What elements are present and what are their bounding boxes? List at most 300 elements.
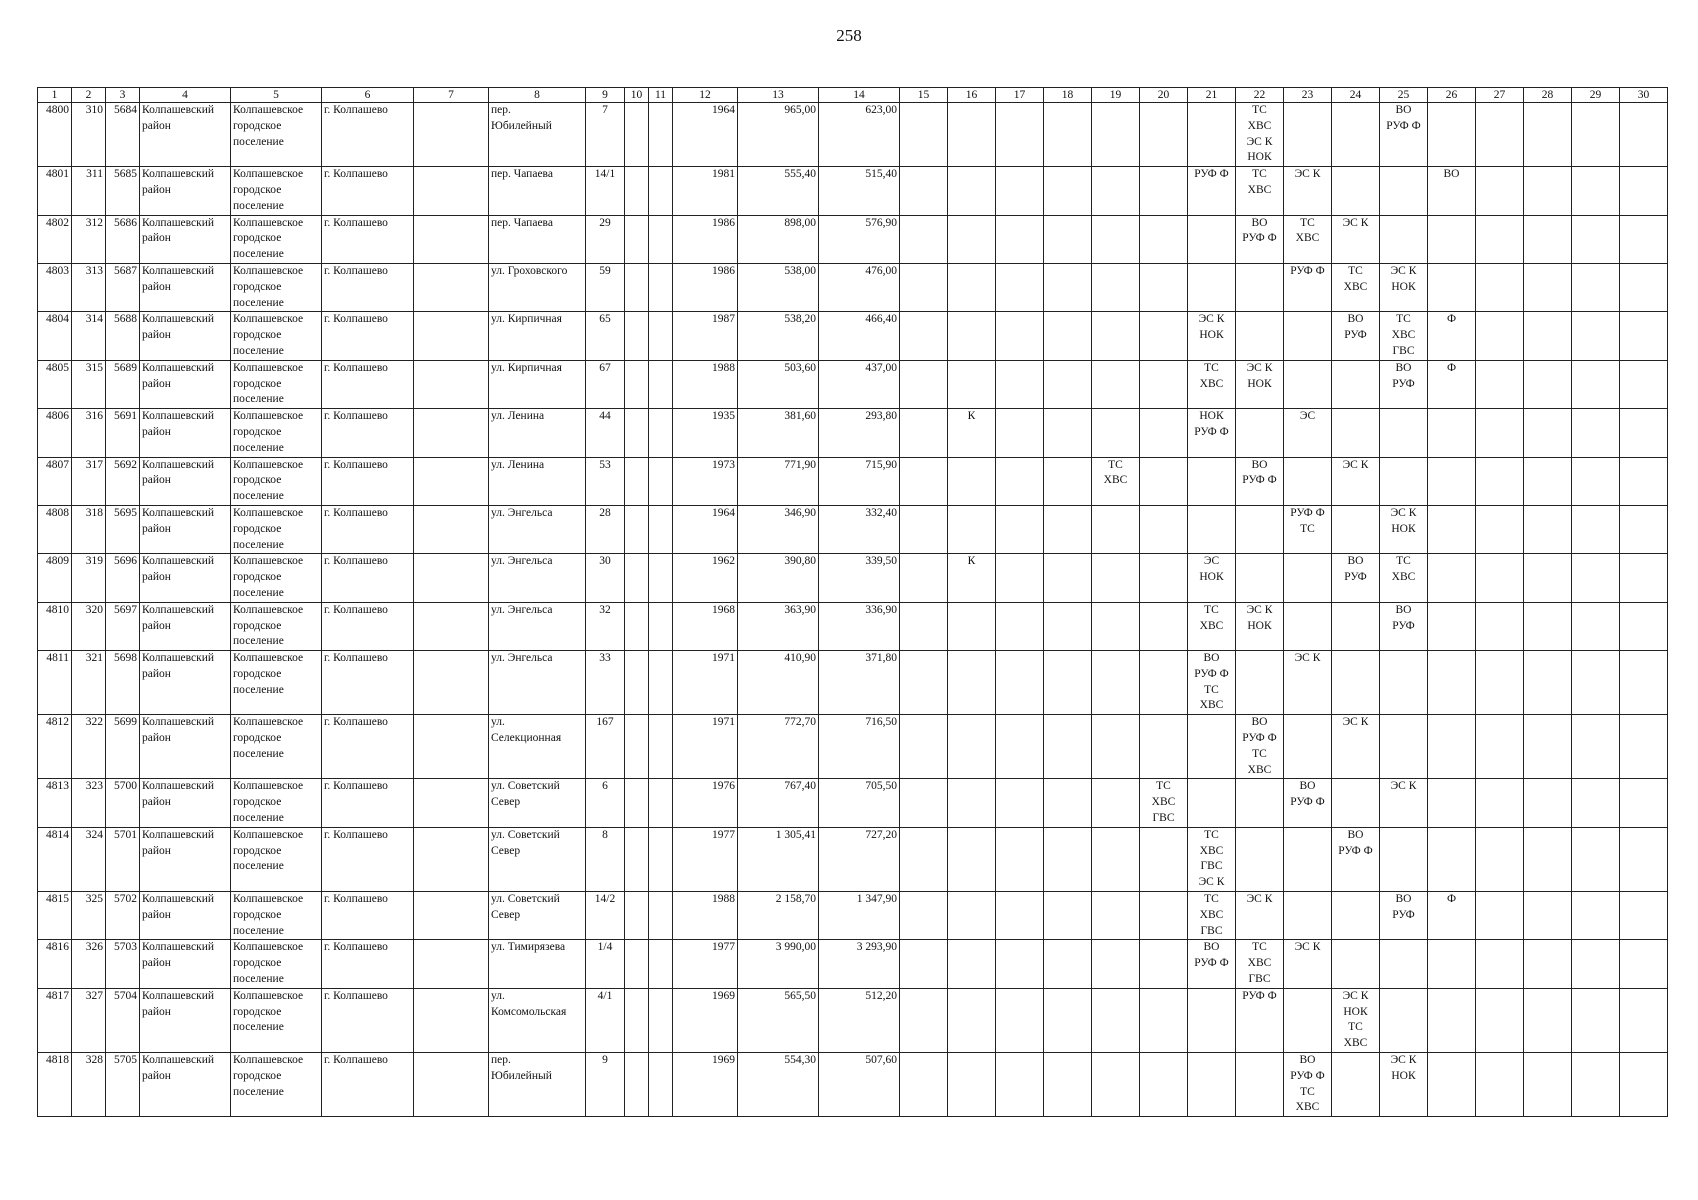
cell-area-living: 716,50 [819, 715, 900, 779]
column-header-3: 3 [106, 88, 140, 103]
cell-works-col-15 [900, 505, 948, 553]
cell-works-col-23-line: ТС [1300, 216, 1315, 229]
cell-number-2: 311 [72, 167, 106, 215]
table-row [38, 360, 1668, 408]
cell-area-living: 705,50 [819, 779, 900, 827]
cell-col-10 [625, 940, 649, 988]
cell-works-col-24 [1332, 103, 1380, 167]
cell-id: 5698 [106, 651, 140, 715]
cell-works-col-20-line: ХВС [1151, 796, 1176, 809]
cell-works-col-29 [1572, 892, 1620, 940]
table-row [38, 263, 1668, 311]
cell-works-col-20 [1140, 988, 1188, 1052]
cell-works-col-16 [948, 167, 996, 215]
cell-settlement-line: городское [233, 667, 282, 680]
cell-settlement [231, 457, 322, 505]
cell-district [140, 505, 231, 553]
cell-town: г. Колпашево [322, 215, 414, 263]
cell-works-col-25-line: ХВС [1391, 329, 1416, 342]
cell-works-col-22 [1236, 360, 1284, 408]
cell-works-col-24-line: ЭС К [1342, 989, 1369, 1002]
cell-works-col-26 [1428, 360, 1476, 408]
cell-works-col-21 [1188, 988, 1236, 1052]
cell-works-col-30 [1620, 457, 1668, 505]
cell-id: 5685 [106, 167, 140, 215]
cell-settlement-line: городское [233, 796, 282, 809]
cell-works-col-19 [1092, 457, 1140, 505]
cell-works-col-26 [1428, 457, 1476, 505]
cell-district-line: район [142, 183, 171, 196]
cell-works-col-29 [1572, 827, 1620, 891]
cell-works-col-30 [1620, 1053, 1668, 1117]
cell-year: 1976 [673, 779, 738, 827]
cell-number-2: 326 [72, 940, 106, 988]
cell-works-col-22-line: ХВС [1247, 183, 1272, 196]
cell-works-col-30 [1620, 892, 1668, 940]
cell-works-col-20 [1140, 505, 1188, 553]
cell-number-2: 321 [72, 651, 106, 715]
cell-year: 1973 [673, 457, 738, 505]
cell-works-col-16 [948, 602, 996, 650]
cell-works-col-29 [1572, 779, 1620, 827]
cell-street-line: Селекционная [491, 732, 562, 745]
table-row [38, 940, 1668, 988]
cell-works-col-21 [1188, 827, 1236, 891]
cell-works-col-19 [1092, 103, 1140, 167]
cell-works-col-22-line: ТС [1252, 747, 1267, 760]
cell-year: 1971 [673, 715, 738, 779]
cell-works-col-25-line: ВО [1395, 104, 1412, 116]
cell-works-col-26 [1428, 263, 1476, 311]
cell-works-col-20 [1140, 360, 1188, 408]
cell-number: 4808 [38, 505, 72, 553]
cell-settlement-line: городское [233, 329, 282, 342]
cell-number-2: 328 [72, 1053, 106, 1117]
cell-works-col-24 [1332, 457, 1380, 505]
column-header-30: 30 [1620, 88, 1668, 103]
cell-area-total: 1 305,41 [738, 827, 819, 891]
cell-col-10 [625, 263, 649, 311]
cell-number-2: 319 [72, 554, 106, 602]
cell-settlement [231, 103, 322, 167]
cell-town: г. Колпашево [322, 312, 414, 360]
cell-area-total: 538,00 [738, 263, 819, 311]
cell-settlement-line: Колпашевское [233, 828, 304, 841]
cell-area-total: 538,20 [738, 312, 819, 360]
cell-works-col-21 [1188, 167, 1236, 215]
cell-district-line: район [142, 280, 171, 293]
cell-works-col-18 [1044, 167, 1092, 215]
cell-street-line: пер. Чапаева [491, 216, 553, 229]
cell-settlement-line: городское [233, 474, 282, 487]
cell-year: 1987 [673, 312, 738, 360]
cell-street [489, 827, 586, 891]
cell-id: 5703 [106, 940, 140, 988]
cell-district [140, 779, 231, 827]
cell-works-col-30 [1620, 651, 1668, 715]
cell-works-col-17 [996, 988, 1044, 1052]
cell-col-7 [414, 554, 489, 602]
cell-number-2: 327 [72, 988, 106, 1052]
cell-works-col-25 [1380, 360, 1428, 408]
cell-district-line: район [142, 329, 171, 342]
cell-area-living: 507,60 [819, 1053, 900, 1117]
cell-settlement [231, 715, 322, 779]
cell-works-col-19 [1092, 505, 1140, 553]
cell-works-col-29 [1572, 167, 1620, 215]
cell-settlement [231, 505, 322, 553]
cell-works-col-21 [1188, 215, 1236, 263]
cell-col-11 [649, 988, 673, 1052]
cell-works-col-25-line: ВО [1395, 893, 1412, 906]
cell-settlement [231, 988, 322, 1052]
cell-number: 4806 [38, 409, 72, 457]
cell-house: 33 [586, 651, 625, 715]
cell-works-col-17 [996, 360, 1044, 408]
cell-works-col-29 [1572, 715, 1620, 779]
cell-number: 4816 [38, 940, 72, 988]
cell-works-col-26 [1428, 651, 1476, 715]
cell-works-col-25 [1380, 715, 1428, 779]
cell-town: г. Колпашево [322, 651, 414, 715]
cell-street-line: ул. Энгельса [491, 555, 553, 568]
cell-district-line: Колпашевский [142, 989, 215, 1002]
cell-settlement-line: поселение [233, 860, 284, 873]
cell-works-col-22 [1236, 715, 1284, 779]
cell-id: 5684 [106, 103, 140, 167]
cell-works-col-24 [1332, 360, 1380, 408]
cell-house: 8 [586, 827, 625, 891]
cell-town: г. Колпашево [322, 1053, 414, 1117]
cell-id: 5686 [106, 215, 140, 263]
table-row [38, 103, 1668, 167]
cell-works-col-18 [1044, 940, 1092, 988]
cell-district [140, 1053, 231, 1117]
cell-works-col-25 [1380, 103, 1428, 167]
cell-col-10 [625, 409, 649, 457]
table-row [38, 892, 1668, 940]
cell-works-col-25-line: ТС [1396, 555, 1411, 568]
cell-works-col-21-line: ВО [1203, 652, 1220, 665]
cell-street-line: Север [491, 844, 521, 857]
cell-works-col-27 [1476, 602, 1524, 650]
cell-area-total: 390,80 [738, 554, 819, 602]
cell-town: г. Колпашево [322, 988, 414, 1052]
cell-house: 4/1 [586, 988, 625, 1052]
column-header-2: 2 [72, 88, 106, 103]
cell-district [140, 457, 231, 505]
cell-works-col-22-line: ТС [1252, 168, 1267, 181]
cell-col-7 [414, 457, 489, 505]
table-row [38, 215, 1668, 263]
cell-works-col-16 [948, 892, 996, 940]
cell-works-col-23 [1284, 457, 1332, 505]
cell-works-col-15 [900, 1053, 948, 1117]
cell-settlement-line: Колпашевское [233, 264, 304, 277]
cell-works-col-19 [1092, 602, 1140, 650]
cell-house: 28 [586, 505, 625, 553]
cell-settlement-line: городское [233, 957, 282, 970]
cell-works-col-30 [1620, 602, 1668, 650]
cell-town: г. Колпашево [322, 715, 414, 779]
cell-works-col-22-line: ТС [1252, 941, 1267, 954]
cell-number-2: 323 [72, 779, 106, 827]
cell-works-col-17 [996, 892, 1044, 940]
cell-district-line: район [142, 425, 171, 438]
cell-district [140, 602, 231, 650]
column-header-27: 27 [1476, 88, 1524, 103]
cell-works-col-22-line: ЭС К [1246, 603, 1273, 616]
cell-works-col-16 [948, 505, 996, 553]
cell-works-col-25 [1380, 779, 1428, 827]
cell-works-col-23 [1284, 988, 1332, 1052]
cell-settlement-line: поселение [233, 393, 284, 406]
cell-works-col-21-line: ЭС К [1198, 313, 1225, 326]
cell-works-col-27 [1476, 827, 1524, 891]
cell-works-col-23 [1284, 651, 1332, 715]
cell-works-col-16-line: К [967, 555, 976, 568]
cell-district-line: район [142, 1069, 171, 1082]
cell-works-col-28 [1524, 263, 1572, 311]
cell-settlement-line: Колпашевское [233, 716, 304, 729]
cell-works-col-17 [996, 602, 1044, 650]
cell-year: 1964 [673, 505, 738, 553]
cell-street-line: ул. Кирпичная [491, 313, 562, 326]
cell-district [140, 312, 231, 360]
cell-col-7 [414, 779, 489, 827]
cell-area-living: 1 347,90 [819, 892, 900, 940]
cell-works-col-18 [1044, 715, 1092, 779]
cell-col-7 [414, 940, 489, 988]
cell-works-col-26-line: ВО [1443, 168, 1460, 181]
cell-street-line: ул. Ленина [491, 410, 545, 423]
cell-works-col-28 [1524, 505, 1572, 553]
cell-year: 1964 [673, 103, 738, 167]
cell-works-col-19 [1092, 215, 1140, 263]
cell-works-col-25 [1380, 505, 1428, 553]
cell-works-col-21-line: ХВС [1199, 619, 1224, 632]
table-row [38, 167, 1668, 215]
cell-works-col-25-line: РУФ Ф [1386, 119, 1421, 132]
cell-area-total: 555,40 [738, 167, 819, 215]
cell-district [140, 892, 231, 940]
cell-works-col-23-line: РУФ Ф [1290, 506, 1325, 519]
cell-works-col-26 [1428, 988, 1476, 1052]
cell-works-col-17 [996, 505, 1044, 553]
cell-street-line: пер. [491, 104, 511, 116]
column-header-29: 29 [1572, 88, 1620, 103]
cell-works-col-23 [1284, 215, 1332, 263]
cell-works-col-21-line: ТС [1204, 893, 1219, 906]
cell-street [489, 602, 586, 650]
cell-works-col-29 [1572, 263, 1620, 311]
cell-works-col-25 [1380, 215, 1428, 263]
cell-town: г. Колпашево [322, 940, 414, 988]
cell-house: 67 [586, 360, 625, 408]
cell-works-col-27 [1476, 779, 1524, 827]
cell-works-col-22-line: ЭС К [1246, 893, 1273, 906]
column-header-12: 12 [673, 88, 738, 103]
column-header-11: 11 [649, 88, 673, 103]
cell-house: 6 [586, 779, 625, 827]
cell-works-col-23 [1284, 312, 1332, 360]
cell-works-col-29 [1572, 602, 1620, 650]
cell-col-7 [414, 1053, 489, 1117]
cell-works-col-24-line: ХВС [1343, 280, 1368, 293]
cell-works-col-24 [1332, 312, 1380, 360]
cell-works-col-20 [1140, 940, 1188, 988]
cell-settlement-line: поселение [233, 1085, 284, 1098]
cell-settlement [231, 167, 322, 215]
cell-works-col-27 [1476, 892, 1524, 940]
cell-area-living: 515,40 [819, 167, 900, 215]
cell-area-living: 336,90 [819, 602, 900, 650]
cell-works-col-30 [1620, 360, 1668, 408]
cell-year: 1988 [673, 360, 738, 408]
cell-number: 4804 [38, 312, 72, 360]
cell-settlement-line: Колпашевское [233, 216, 304, 229]
cell-works-col-30 [1620, 103, 1668, 167]
table-row [38, 827, 1668, 891]
cell-works-col-28 [1524, 167, 1572, 215]
cell-street [489, 215, 586, 263]
cell-settlement [231, 779, 322, 827]
cell-area-total: 898,00 [738, 215, 819, 263]
cell-street-line: ул. Энгельса [491, 506, 553, 519]
cell-works-col-17 [996, 263, 1044, 311]
cell-works-col-15 [900, 554, 948, 602]
cell-col-11 [649, 1053, 673, 1117]
cell-works-col-28 [1524, 215, 1572, 263]
cell-works-col-20 [1140, 312, 1188, 360]
table-row [38, 602, 1668, 650]
cell-works-col-24-line: РУФ [1344, 571, 1367, 584]
cell-settlement-line: Колпашевское [233, 603, 304, 616]
cell-col-7 [414, 360, 489, 408]
cell-house: 65 [586, 312, 625, 360]
cell-house: 29 [586, 215, 625, 263]
cell-street-line: ул. [491, 989, 505, 1002]
cell-works-col-17 [996, 779, 1044, 827]
cell-works-col-20 [1140, 827, 1188, 891]
cell-works-col-30 [1620, 167, 1668, 215]
cell-district-line: район [142, 732, 171, 745]
cell-works-col-15 [900, 263, 948, 311]
cell-works-col-27 [1476, 505, 1524, 553]
cell-works-col-25 [1380, 1053, 1428, 1117]
cell-area-total: 381,60 [738, 409, 819, 457]
cell-town: г. Колпашево [322, 892, 414, 940]
cell-district [140, 651, 231, 715]
cell-street [489, 940, 586, 988]
column-number-row [38, 88, 1668, 103]
cell-works-col-16 [948, 651, 996, 715]
cell-works-col-17 [996, 103, 1044, 167]
cell-works-col-27 [1476, 457, 1524, 505]
cell-area-total: 410,90 [738, 651, 819, 715]
cell-works-col-22 [1236, 940, 1284, 988]
cell-settlement-line: Колпашевское [233, 652, 304, 665]
cell-works-col-20 [1140, 602, 1188, 650]
cell-works-col-19 [1092, 167, 1140, 215]
cell-district [140, 827, 231, 891]
cell-works-col-22-line: РУФ Ф [1242, 732, 1277, 745]
column-header-14: 14 [819, 88, 900, 103]
cell-settlement [231, 215, 322, 263]
cell-settlement [231, 940, 322, 988]
cell-district-line: район [142, 571, 171, 584]
cell-district-line: Колпашевский [142, 941, 215, 954]
cell-area-total: 565,50 [738, 988, 819, 1052]
cell-district-line: Колпашевский [142, 104, 215, 116]
cell-id: 5705 [106, 1053, 140, 1117]
cell-street-line: ул. Кирпичная [491, 361, 562, 374]
cell-works-col-27 [1476, 1053, 1524, 1117]
cell-works-col-15 [900, 827, 948, 891]
cell-works-col-21-line: ХВС [1199, 699, 1224, 712]
cell-col-10 [625, 1053, 649, 1117]
cell-number: 4800 [38, 103, 72, 167]
cell-works-col-15 [900, 215, 948, 263]
cell-works-col-24 [1332, 409, 1380, 457]
cell-settlement-line: поселение [233, 683, 284, 696]
table-row [38, 409, 1668, 457]
cell-area-living: 293,80 [819, 409, 900, 457]
cell-works-col-19 [1092, 827, 1140, 891]
cell-works-col-26-line: Ф [1446, 893, 1457, 906]
cell-works-col-18 [1044, 360, 1092, 408]
cell-street-line: Север [491, 796, 521, 809]
cell-street-line: пер. Чапаева [491, 168, 553, 181]
cell-col-10 [625, 312, 649, 360]
cell-works-col-23-line: ЭС К [1294, 941, 1321, 954]
cell-works-col-24 [1332, 602, 1380, 650]
cell-id: 5697 [106, 602, 140, 650]
cell-works-col-24-line: ВО [1347, 555, 1364, 568]
cell-area-total: 554,30 [738, 1053, 819, 1117]
cell-district [140, 715, 231, 779]
cell-works-col-25-line: ЭС К [1390, 780, 1417, 793]
cell-works-col-22 [1236, 602, 1284, 650]
cell-works-col-20 [1140, 167, 1188, 215]
cell-works-col-25-line: ВО [1395, 361, 1412, 374]
cell-works-col-29 [1572, 103, 1620, 167]
cell-works-col-22 [1236, 779, 1284, 827]
cell-works-col-23 [1284, 360, 1332, 408]
cell-works-col-24-line: ВО [1347, 828, 1364, 841]
cell-street [489, 892, 586, 940]
cell-district-line: район [142, 1005, 171, 1018]
cell-col-11 [649, 167, 673, 215]
cell-house: 30 [586, 554, 625, 602]
cell-works-col-22-line: ЭС К [1246, 135, 1273, 148]
cell-works-col-26 [1428, 215, 1476, 263]
cell-works-col-22 [1236, 505, 1284, 553]
cell-works-col-19 [1092, 263, 1140, 311]
cell-settlement-line: Колпашевское [233, 410, 304, 423]
cell-number-2: 320 [72, 602, 106, 650]
cell-works-col-28 [1524, 103, 1572, 167]
cell-number: 4809 [38, 554, 72, 602]
cell-number-2: 310 [72, 103, 106, 167]
cell-works-col-24-line: РУФ [1344, 329, 1367, 342]
cell-street [489, 457, 586, 505]
cell-works-col-18 [1044, 1053, 1092, 1117]
cell-works-col-23-line: ТС [1300, 1085, 1315, 1098]
cell-settlement-line: Колпашевское [233, 941, 304, 954]
cell-works-col-15 [900, 988, 948, 1052]
cell-settlement-line: городское [233, 232, 282, 245]
